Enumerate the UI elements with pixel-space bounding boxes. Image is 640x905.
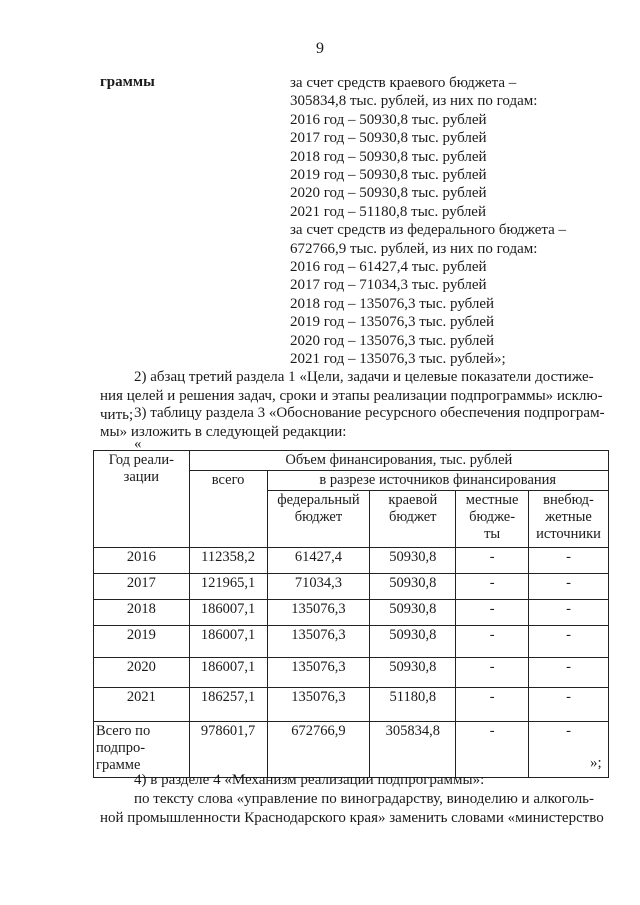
cell-local: -: [456, 626, 529, 658]
cell-local: -: [456, 722, 529, 778]
funding-line: 2020 год – 135076,3 тыс. рублей: [290, 332, 495, 349]
table-row: [94, 574, 609, 600]
funding-line: 672766,9 тыс. рублей, из них по годам:: [290, 240, 538, 257]
cell-year: 2016: [94, 548, 190, 574]
page-number: 9: [316, 40, 324, 57]
cell-federal: 71034,3: [267, 574, 370, 600]
cell-local: -: [456, 548, 529, 574]
item-4-paragraph: [100, 771, 608, 828]
financing-table: [93, 450, 609, 778]
quote-close: »;: [590, 755, 602, 771]
cell-federal: 135076,3: [267, 688, 370, 722]
header-year: Год реали- зации: [94, 451, 190, 548]
cell-offbudget: -: [529, 722, 609, 778]
table-row: [94, 658, 609, 688]
funding-line: 2016 год – 61427,4 тыс. рублей: [290, 259, 487, 276]
cell-offbudget: -: [529, 626, 609, 658]
cell-offbudget: -: [529, 548, 609, 574]
cell-local: -: [456, 574, 529, 600]
cell-total: 978601,7: [189, 722, 267, 778]
funding-line: 2016 год – 50930,8 тыс. рублей: [290, 111, 487, 128]
paragraph-line: 2) абзац третий раздела 1 «Цели, задачи и целевые показатели достиже-: [134, 369, 594, 385]
cell-total: 186257,1: [189, 688, 267, 722]
header-federal: федеральный бюджет: [267, 491, 370, 548]
header-volume: Объем финансирования, тыс. рублей: [189, 451, 608, 471]
table-row: [94, 688, 609, 722]
cell-offbudget: -: [529, 688, 609, 722]
cell-offbudget: -: [529, 600, 609, 626]
paragraph-line: чить;: [100, 407, 134, 423]
table-row: [94, 548, 609, 574]
cell-local: -: [456, 658, 529, 688]
paragraph-line: ной промышленности Краснодарского края» заменить словами «министерство: [100, 810, 604, 826]
cell-total: 186007,1: [189, 658, 267, 688]
cell-regional: 50930,8: [370, 574, 456, 600]
cell-regional: 50930,8: [370, 548, 456, 574]
cell-regional: 50930,8: [370, 658, 456, 688]
table-total-row: [94, 722, 609, 778]
cell-offbudget: -: [529, 574, 609, 600]
quote-open: «: [134, 436, 142, 452]
cell-year: 2018: [94, 600, 190, 626]
header-sources: в разрезе источников финансирования: [267, 471, 608, 491]
funding-line: за счет средств краевого бюджета –: [290, 75, 517, 91]
cell-total: 186007,1: [189, 626, 267, 658]
table-row: [94, 600, 609, 626]
funding-line: 2019 год – 50930,8 тыс. рублей: [290, 167, 487, 184]
cell-total: 121965,1: [189, 574, 267, 600]
cell-regional: 50930,8: [370, 600, 456, 626]
funding-line: 2021 год – 135076,3 тыс. рублей»;: [290, 351, 506, 368]
cell-local: -: [456, 688, 529, 722]
header-local: местные бюдже- ты: [456, 491, 529, 548]
cell-year: 2019: [94, 626, 190, 658]
paragraph-line: 4) в разделе 4 «Механизм реализации подпрограммы»:: [134, 772, 485, 788]
cell-regional: 50930,8: [370, 626, 456, 658]
funding-line: 2018 год – 50930,8 тыс. рублей: [290, 148, 487, 165]
header-regional: краевой бюджет: [370, 491, 456, 548]
funding-line: 2020 год – 50930,8 тыс. рублей: [290, 185, 487, 202]
funding-line: 305834,8 тыс. рублей, из них по годам:: [290, 93, 538, 110]
cell-local: -: [456, 600, 529, 626]
table-row: [94, 626, 609, 658]
cell-total-label: Всего по подпро- грамме: [94, 722, 190, 778]
funding-line: за счет средств из федерального бюджета –: [290, 222, 567, 239]
funding-line: 2021 год – 51180,8 тыс. рублей: [290, 203, 486, 220]
cell-offbudget: -: [529, 658, 609, 688]
funding-block: [290, 74, 610, 369]
cell-total: 186007,1: [189, 600, 267, 626]
cell-federal: 135076,3: [267, 600, 370, 626]
paragraph-line: ния целей и решения задач, сроки и этапы реализации подпрограммы» исклю-: [100, 388, 603, 404]
cell-year: 2020: [94, 658, 190, 688]
cell-year: 2017: [94, 574, 190, 600]
cell-regional: 305834,8: [370, 722, 456, 778]
header-total: всего: [189, 471, 267, 548]
header-offbudget: внебюд- жетные источники: [529, 491, 609, 548]
cell-federal: 672766,9: [267, 722, 370, 778]
funding-line: 2017 год – 50930,8 тыс. рублей: [290, 130, 487, 147]
cell-federal: 61427,4: [267, 548, 370, 574]
cell-federal: 135076,3: [267, 658, 370, 688]
funding-line: 2017 год – 71034,3 тыс. рублей: [290, 277, 487, 294]
paragraph-line: 3) таблицу раздела 3 «Обоснование ресурсного обеспечения подпрограм-: [134, 405, 605, 421]
paragraph-line: мы» изложить в следующей редакции:: [100, 424, 347, 440]
cell-federal: 135076,3: [267, 626, 370, 658]
cell-year: 2021: [94, 688, 190, 722]
funding-line: 2019 год – 135076,3 тыс. рублей: [290, 314, 495, 331]
left-label: граммы: [100, 74, 155, 90]
funding-line: 2018 год – 135076,3 тыс. рублей: [290, 295, 495, 312]
paragraph-line: по тексту слова «управление по виноградарству, виноделию и алкоголь-: [134, 791, 595, 807]
item-3-paragraph: [100, 404, 608, 442]
cell-regional: 51180,8: [370, 688, 456, 722]
cell-total: 112358,2: [189, 548, 267, 574]
